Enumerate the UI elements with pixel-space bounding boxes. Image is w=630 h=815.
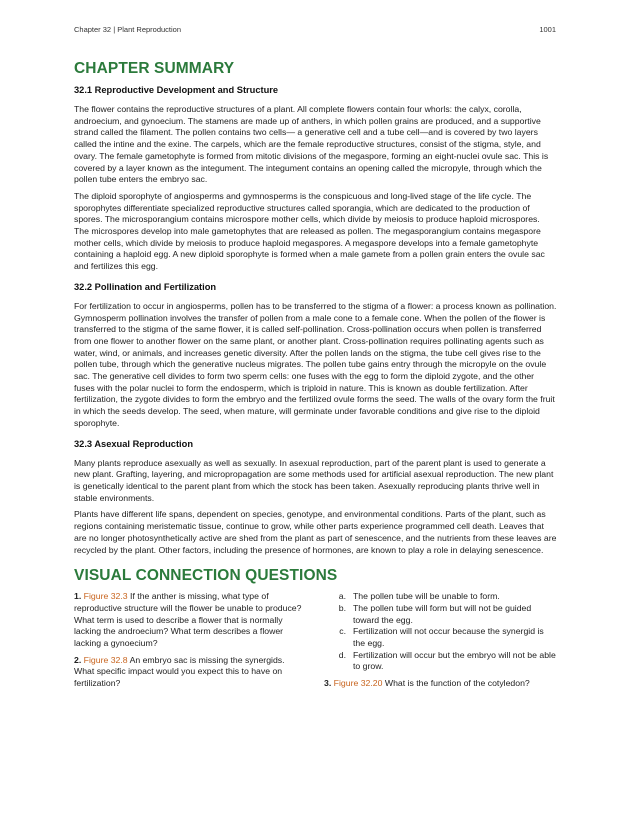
running-head: Chapter 32 | Plant Reproduction	[74, 25, 182, 34]
option-b-text: The pollen tube will form but will not be guided toward the egg.	[353, 602, 532, 625]
option-c-text: Fertilization will not occur because the synergid is the egg.	[353, 626, 544, 649]
question-2-number: 2.	[74, 654, 82, 665]
section-32-3-heading: 32.3 Asexual Reproduction	[74, 438, 193, 449]
figure-32-20-link[interactable]: Figure 32.20	[333, 678, 383, 689]
figure-32-8-link[interactable]: Figure 32.8	[83, 654, 128, 665]
option-c-letter: c.	[339, 626, 346, 637]
question-3-text: What is the function of the cotyledon?	[384, 678, 530, 689]
section-32-2-heading: 32.2 Pollination and Fertilization	[74, 281, 217, 292]
section-32-3-paragraph-2: Plants have different life spans, dependent on species, genotype, and environmental conditions. Parts of the plant, such as regions containing meristematic tissue, continue to grow, while other parts experience programmed cell death. Leaves that are no longer photosynthetically active are shed from the plant as part of senescence, and the nutrients from these leaves are recycled by the plant. Other factors, including the presence of hormones, are known to play a role in delaying senescence.	[74, 509, 557, 555]
option-c	[324, 626, 557, 649]
section-32-1-heading: 32.1 Reproductive Development and Structure	[74, 85, 279, 95]
option-a-letter: a.	[338, 591, 346, 602]
question-1-text: If the anther is missing, what type of reproductive structure will the flower be unable to produce? What term is used to describe a flower that is normally lacking the androecium? What term describes a flower lacking a gynoecium?	[74, 591, 302, 649]
section-32-3-paragraph-1: Many plants reproduce asexually as well as sexually. In asexual reproduction, part of the parent plant is used to generate a new plant. Grafting, layering, and micropropagation are some methods used for artificial asexual reproduction. The new plant is genetically identical to the parent plant from which the stock has been taken. Asexually reproducing plants thrive well in stable environments.	[74, 457, 554, 503]
question-2-options	[324, 591, 557, 673]
option-b-letter: b.	[338, 602, 346, 613]
questions-left-column	[74, 591, 306, 690]
question-1	[74, 591, 306, 650]
question-2	[74, 655, 306, 690]
question-3-number: 3.	[324, 678, 332, 689]
question-3	[324, 678, 557, 690]
question-1-number: 1.	[74, 591, 82, 602]
section-32-1-paragraph-1: The flower contains the reproductive structures of a plant. All complete flowers contain four whorls: the calyx, corolla, androecium, and gynoecium. The stamens are made up of anthers, in which pollen grains are produced, and a supportive strand called the filament. The pollen contains two cells— a generative cell and a tube cell—and is covered by two layers called the intine and the exine. The carpels, which are the female reproductive structures, consist of the stigma, style, and ovary. The female gametophyte is formed from mitotic divisions of the megaspore, forming an eight-nuclei ovule sac. This is covered by a layer known as the integument. The integument contains an opening called the micropyle, through which the pollen tube enters the embryo sac.	[74, 104, 549, 185]
chapter-summary-title: CHAPTER SUMMARY	[74, 60, 235, 77]
questions-right-column	[324, 591, 557, 690]
option-a	[324, 591, 557, 603]
option-d-letter: d.	[338, 649, 346, 660]
option-b	[324, 603, 557, 626]
section-32-1-paragraph-2: The diploid sporophyte of angiosperms and gymnosperms is the conspicuous and long-lived stage of the life cycle. The sporophytes differentiate specialized reproductive structures called sporangia, which are dedicated to the production of spores. The microsporangium contains microspore mother cells, which divide by meiosis to produce haploid microspores. The microspores develop into male gametophytes that are released as pollen. The megasporangium contains megaspore mother cells, which divide by meiosis to produce haploid megaspores. A megaspore develops into a female gametophyte containing a haploid egg. A new diploid sporophyte is formed when a male gamete from a pollen grain enters the ovule sac and fertilizes this egg.	[74, 190, 545, 272]
question-2-text: An embryo sac is missing the synergids. What specific impact would you expect this to have on fertilization?	[74, 654, 285, 689]
visual-connection-title: VISUAL CONNECTION QUESTIONS	[74, 567, 338, 585]
page-content	[74, 59, 557, 690]
option-d	[324, 650, 557, 673]
option-d-text: Fertilization will occur but the embryo will not be able to grow.	[353, 649, 556, 672]
figure-32-3-link[interactable]: Figure 32.3	[83, 591, 128, 602]
option-a-text: The pollen tube will be unable to form.	[353, 591, 500, 602]
page-header	[74, 25, 556, 34]
section-32-2-paragraph-1: For fertilization to occur in angiosperms, pollen has to be transferred to the stigma of a flower: a process known as pollination. Gymnosperm pollination involves the transfer of pollen from a male cone to a female cone. When the pollen of the flower is transferred to the stigma of the same flower, it is called self-pollination. Cross-pollination occurs when pollen is transferred from one flower to another flower on the same plant, or another plant. Cross-pollination requires pollinating agents such as water, wind, or animals, and increases genetic diversity. After the pollen lands on the stigma, the tube cell gives rise to the pollen tube, through which the generative nucleus migrates. The pollen tube gains entry through the micropyle on the ovule sac. The generative cell divides to form two sperm cells: one fuses with the egg to form the diploid zygote, and the other fuses with the polar nuclei to form the endosperm, which is triploid in nature. This is known as double fertilization. After fertilization, the zygote divides to form the embryo and the fertilized ovule forms the seed. The walls of the ovary form the fruit in which the seeds develop. The seed, when mature, will germinate under favorable conditions and give rise to the diploid sporophyte.	[74, 300, 557, 428]
questions-columns	[74, 591, 557, 690]
page-number: 1001	[539, 25, 556, 34]
